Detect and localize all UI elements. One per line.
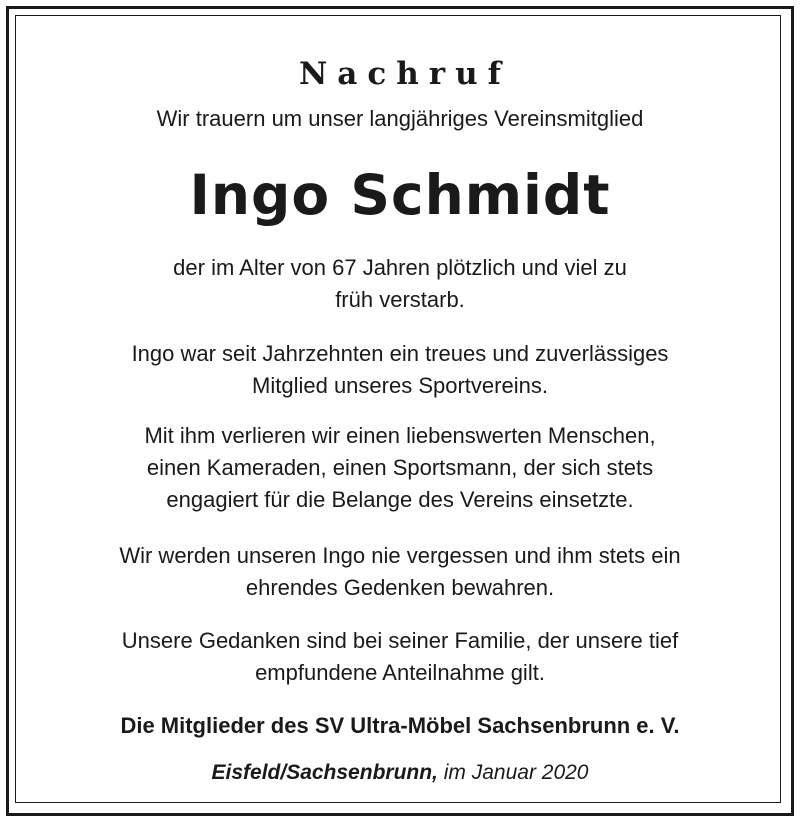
paragraph-membership (20, 338, 780, 402)
text-line: der im Alter von 67 Jahren plötzlich und viel zu (173, 255, 627, 280)
paragraph-condolence (20, 625, 780, 689)
signature: Die Mitglieder des SV Ultra-Möbel Sachsenbrunn e. V. (120, 713, 680, 738)
paragraph-tribute (20, 420, 780, 516)
deceased-name: Ingo Schmidt (189, 163, 611, 227)
intro-text: Wir trauern um unser langjähriges Vereinsmitglied (156, 106, 644, 131)
paragraph-remembrance (20, 540, 780, 604)
place-and-date (20, 758, 780, 788)
notice-heading: Nachruf (298, 56, 512, 92)
text-line: ehrendes Gedenken bewahren. (245, 575, 555, 600)
text-line: Wir werden unseren Ingo nie vergessen und ihm stets ein (119, 543, 681, 568)
text-line: einen Kameraden, einen Sportsmann, der sich stets (146, 455, 654, 480)
text-line: Mit ihm verlieren wir einen liebenswerten Menschen, (144, 423, 656, 448)
text-line: engagiert für die Belange des Vereins einsetzte. (166, 487, 634, 512)
date-text: im Januar 2020 (443, 761, 589, 784)
text-line: Unsere Gedanken sind bei seiner Familie, der unsere tief (121, 628, 679, 653)
text-line: Ingo war seit Jahrzehnten ein treues und zuverlässiges (131, 341, 669, 366)
text-line: empfundene Anteilnahme gilt. (255, 660, 545, 685)
place-name: Eisfeld/Sachsenbrunn, (211, 761, 438, 784)
text-line: früh verstarb. (335, 287, 465, 312)
paragraph-age (20, 252, 780, 316)
text-line: Mitglied unseres Sportvereins. (252, 373, 548, 398)
